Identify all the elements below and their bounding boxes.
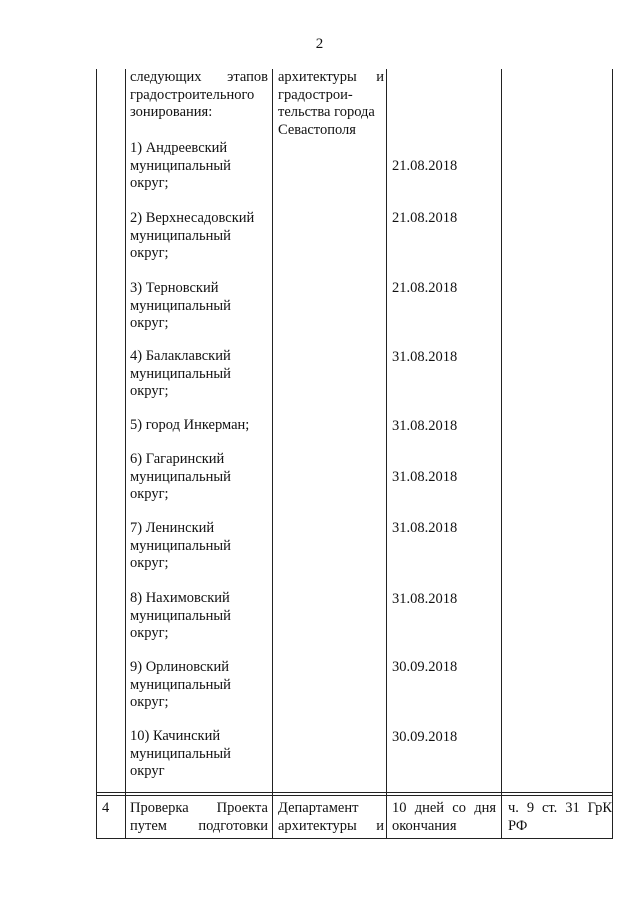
dept-line: архитектуры и	[278, 69, 384, 85]
table-border-col3	[386, 69, 387, 839]
stage-item	[130, 451, 268, 504]
stage-date: 31.08.2018	[392, 520, 458, 536]
stage-line: муниципальный	[130, 227, 231, 244]
stage-item	[130, 659, 268, 712]
stage-date: 21.08.2018	[392, 158, 458, 174]
stage-item	[130, 280, 268, 333]
row4-top-border-double	[96, 795, 613, 796]
row4-desc-line: путем подготовки	[130, 817, 268, 834]
stage-item	[130, 210, 268, 263]
row4-law-line: ч. 9 ст. 31 ГрК	[508, 800, 612, 816]
stage-date: 30.09.2018	[392, 659, 458, 675]
desc-line: зонирования:	[130, 104, 213, 120]
stage-line: 8) Нахимовский	[130, 590, 230, 606]
row4-number: 4	[102, 800, 110, 816]
stage-date: 31.08.2018	[392, 591, 458, 607]
desc-line: градостроительного	[130, 86, 255, 103]
stage-line: 7) Ленинский	[130, 520, 215, 536]
table-border-right	[612, 69, 613, 839]
stage-item	[130, 140, 268, 193]
stage-line: муниципальный	[130, 676, 231, 693]
table-bottom-border	[96, 838, 613, 839]
dept-line: градострои-	[278, 86, 353, 103]
stage-date: 31.08.2018	[392, 418, 458, 434]
stage-line: 5) город Инкерман;	[130, 417, 250, 433]
stage-line: 1) Андреевский	[130, 140, 228, 156]
stage-date: 31.08.2018	[392, 469, 458, 485]
table-border-left	[96, 69, 97, 839]
row4-deadline	[392, 800, 496, 835]
stage-line: округ;	[130, 486, 169, 502]
continued-row-description	[130, 69, 268, 122]
stage-line: муниципальный	[130, 365, 231, 382]
row4-top-border	[96, 792, 613, 793]
stage-line: округ;	[130, 694, 169, 710]
continued-row-department	[278, 69, 384, 139]
stage-line: округ;	[130, 383, 169, 399]
row4-law-line: РФ	[508, 817, 528, 834]
stage-item	[130, 590, 268, 643]
row4-description	[130, 800, 268, 835]
stage-date: 21.08.2018	[392, 210, 458, 226]
stage-line: 2) Верхнесадовский	[130, 210, 255, 226]
row4-department	[278, 800, 384, 835]
stage-line: округ;	[130, 245, 169, 261]
stage-line: муниципальный	[130, 745, 231, 762]
page-number: 2	[315, 36, 324, 52]
stage-line: муниципальный	[130, 537, 231, 554]
stage-item	[130, 520, 268, 573]
stage-line: муниципальный	[130, 607, 231, 624]
schedule-table	[96, 69, 613, 839]
stage-line: муниципальный	[130, 468, 231, 485]
stage-line: округ	[130, 763, 165, 779]
row4-desc-line: Проверка Проекта	[130, 800, 268, 816]
row4-dept-line: Департамент	[278, 800, 359, 816]
stage-item	[130, 728, 268, 781]
stage-date: 30.09.2018	[392, 729, 458, 745]
stage-date: 21.08.2018	[392, 280, 458, 296]
stage-item	[130, 417, 268, 435]
row4-date-line: 10 дней со дня	[392, 800, 496, 816]
stage-line: 9) Орлиновский	[130, 659, 230, 675]
stage-line: 4) Балаклавский	[130, 348, 231, 364]
stage-line: муниципальный	[130, 297, 231, 314]
table-border-col4	[501, 69, 502, 839]
stage-line: муниципальный	[130, 157, 231, 174]
desc-line: следующих этапов	[130, 69, 268, 85]
stage-line: 3) Терновский	[130, 280, 219, 296]
stage-line: округ;	[130, 315, 169, 331]
table-border-col2	[272, 69, 273, 839]
stage-line: округ;	[130, 625, 169, 641]
stage-item	[130, 348, 268, 401]
stage-line: 6) Гагаринский	[130, 451, 225, 467]
row4-dept-line: архитектуры и	[278, 817, 384, 834]
dept-line: тельства города	[278, 104, 375, 120]
row4-date-line: окончания	[392, 817, 457, 834]
stage-line: округ;	[130, 555, 169, 571]
row4-legal-basis	[508, 800, 612, 835]
table-border-col1	[125, 69, 126, 839]
stage-date: 31.08.2018	[392, 349, 458, 365]
stage-line: 10) Качинский	[130, 728, 221, 744]
dept-line: Севастополя	[278, 121, 356, 138]
stage-line: округ;	[130, 175, 169, 191]
